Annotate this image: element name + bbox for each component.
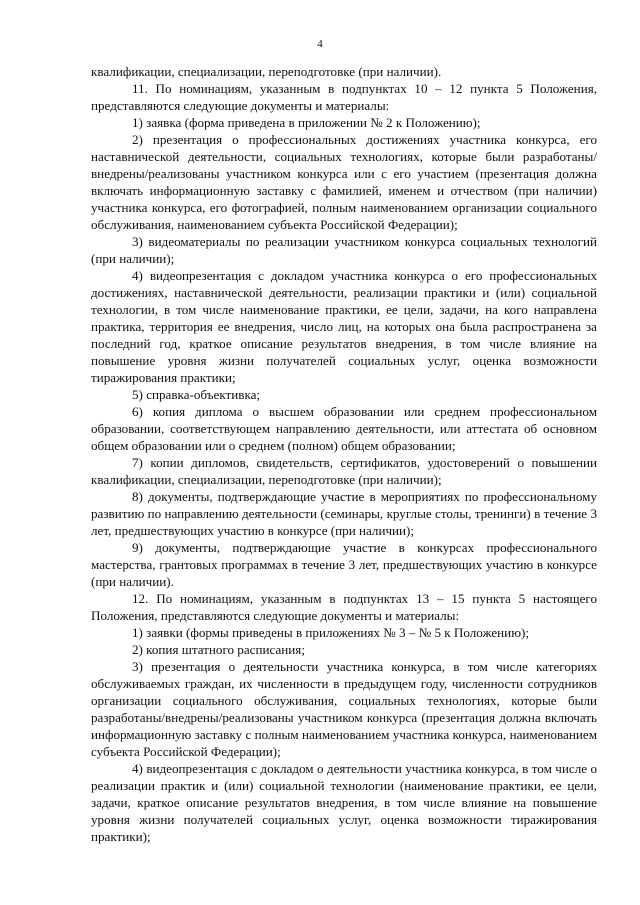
list-item-11-8: 8) документы, подтверждающие участие в мероприятиях по профессиональному развитию по направлению деятельности (семинары, круглые столы, тренинги) в течение 3 лет, предшествующих участию в конкурсе (при наличии); [91, 489, 597, 538]
list-item-12-3: 3) презентация о деятельности участника конкурса, в том числе категориях обслуживаемых граждан, их численности в предыдущем году, численности сотрудников организации социального обслуживания, социальных технологиях, которые были разработаны/внедрены/реализованы участником конкурса (презентация должна включать информационную заставку с полным наименованием участника конкурса, наименованием субъекта Российской Федерации); [91, 659, 597, 759]
list-item-11-6: 6) копия диплома о высшем образовании или среднем профессиональном образовании, соответствующем направлению деятельности, или аттестата об основном общем образовании или о среднем (полном) общем образовании; [91, 404, 597, 453]
document-body [91, 63, 597, 845]
paragraph-section-12: 12. По номинациям, указанным в подпунктах 13 – 15 пункта 5 настоящего Положения, представляются следующие документы и материалы: [91, 591, 597, 623]
list-item-11-7: 7) копии дипломов, свидетельств, сертификатов, удостоверений о повышении квалификации, специализации, переподготовке (при наличии); [91, 455, 597, 487]
list-item-11-1: 1) заявка (форма приведена в приложении № 2 к Положению); [132, 115, 481, 130]
page-number: 4 [317, 38, 323, 50]
list-item-11-2: 2) презентация о профессиональных достижениях участника конкурса, его наставнической деятельности, социальных технологиях, которые были разработаны/внедрены/реализованы участником конкурса или с его участием (презентация должна включать информационную заставку с фамилией, именем и отчеством (при наличии) участника конкурса, его фотографией, полным наименованием организации социального обслуживания, наименованием субъекта Российской Федерации); [91, 132, 597, 232]
list-item-11-3: 3) видеоматериалы по реализации участником конкурса социальных технологий (при наличии); [91, 234, 597, 266]
list-item-11-9: 9) документы, подтверждающие участие в конкурсах профессионального мастерства, грантовых программах в течение 3 лет, предшествующих участию в конкурсе (при наличии). [91, 540, 597, 589]
list-item-12-2: 2) копия штатного расписания; [132, 642, 305, 657]
list-item-12-4: 4) видеопрезентация с докладом о деятельности участника конкурса, в том числе о реализации практик и (или) социальной технологии (наименование практики, ее цели, задачи, краткое описание результатов внедрения, в том числе влияние на повышение уровня жизни получателей социальных услуг, оценка возможности тиражирования практики); [91, 761, 597, 844]
list-item-11-5: 5) справка-объективка; [132, 387, 261, 402]
list-item-12-1: 1) заявки (формы приведены в приложениях № 3 – № 5 к Положению); [132, 625, 529, 640]
paragraph-qualification-continuation: квалификации, специализации, переподготовке (при наличии). [91, 64, 442, 79]
paragraph-section-11: 11. По номинациям, указанным в подпунктах 10 – 12 пункта 5 Положения, представляются следующие документы и материалы: [91, 81, 597, 113]
list-item-11-4: 4) видеопрезентация с докладом участника конкурса о его профессиональных достижениях, наставнической деятельности, реализации практики и (или) социальной технологии, в том числе наименование практики, ее цели, задачи, на кого направлена практика, территория ее внедрения, число лиц, на которых она была распространена за последний год, краткое описание результатов внедрения, в том числе влияние на повышение уровня жизни получателей социальных услуг, оценка возможности тиражирования практики; [91, 268, 597, 385]
